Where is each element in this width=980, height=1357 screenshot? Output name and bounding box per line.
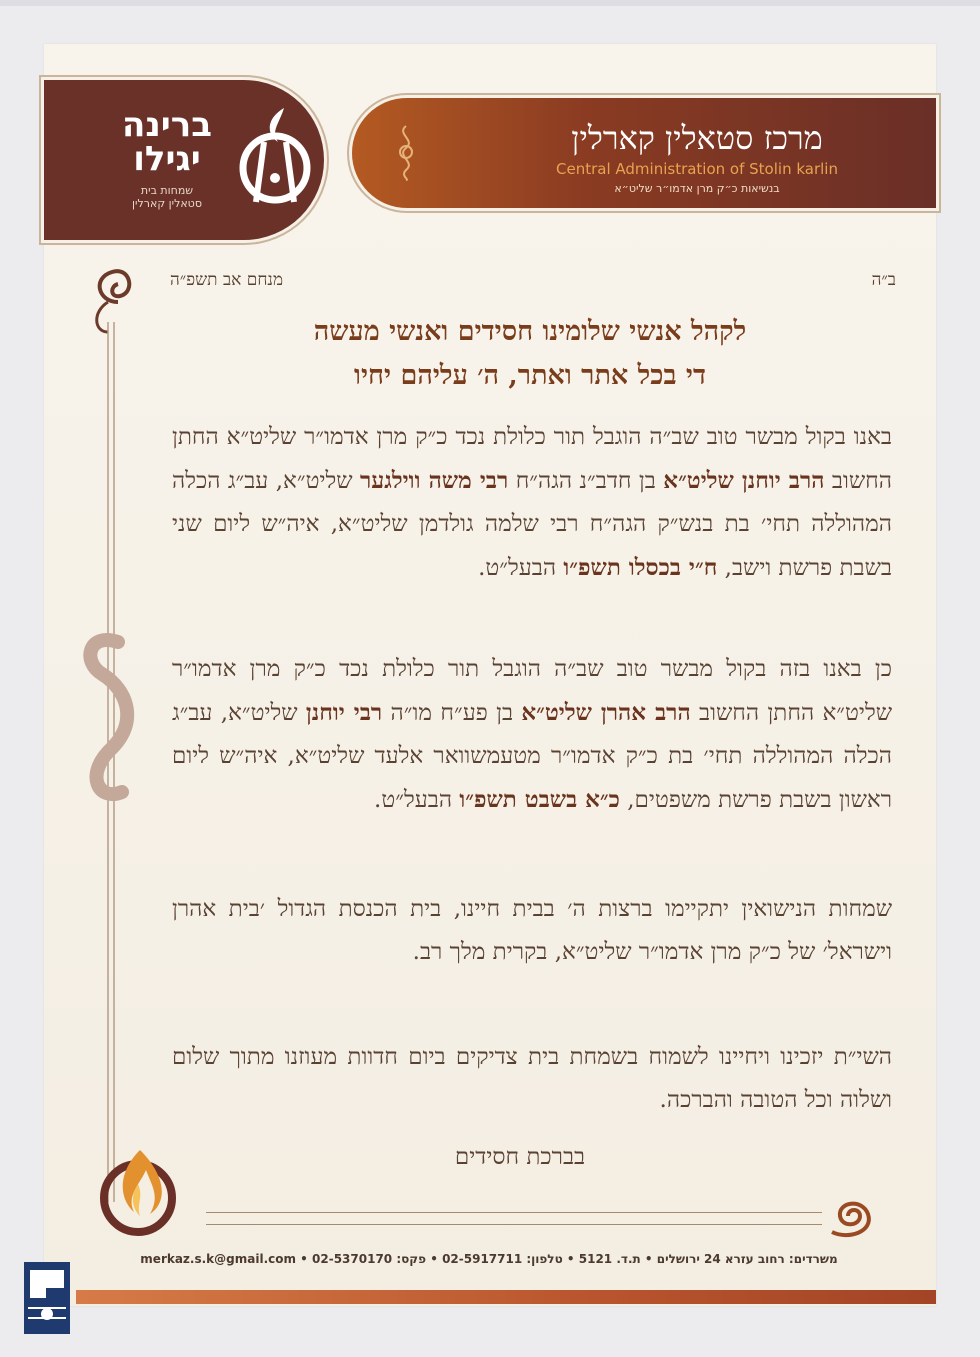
p1-text-a: באנו בקול מבשר טוב שב״ה הוגבל תור כלולת נכד כ״ק מרן אדמו״ר שליט״א החתן החשוב bbox=[172, 424, 893, 494]
p1-groom-name: הרב יוחנן שליט״א bbox=[663, 467, 825, 494]
p2-groom-father: רבי יוחנן bbox=[305, 699, 383, 726]
closing-blessing: בברכת חסידים bbox=[454, 1144, 586, 1170]
p2-wedding-date: כ״א בשבט תשפ״ו bbox=[459, 786, 620, 813]
letter-date: מנחם אב תשפ״ה bbox=[170, 270, 284, 290]
footer-rule-bottom bbox=[206, 1224, 822, 1225]
p2-text-e: הבעל״ט. bbox=[374, 787, 460, 813]
karlin-stolin-banner bbox=[352, 98, 936, 208]
p2-text-a: כן באנו בזה בקול מבשר טוב שב״ה הוגבל תור כלולת נכד כ״ק מרן אדמו״ר שליט״א החתן החשוב bbox=[172, 656, 893, 726]
logo-subtitle bbox=[92, 184, 242, 210]
p2-groom-name: הרב אהרן שליט״א bbox=[521, 699, 691, 726]
banner-title: מרכז סטאלין קארלין bbox=[571, 119, 823, 157]
publisher-corner-logo-icon bbox=[24, 1262, 70, 1334]
logo-subtitle-line1: שמחות בית bbox=[140, 184, 194, 197]
logo-subtitle-line2: סטאלין קארלין bbox=[132, 197, 202, 210]
heading-line1: לקהל אנשי שלומינו חסידים ואנשי מעשה bbox=[313, 316, 747, 347]
banner-english: Central Administration of Stolin karlin bbox=[556, 160, 838, 178]
p1-text-c: בן חדב״נ הגה״ח bbox=[508, 468, 664, 494]
paragraph-3: שמחות הנישואין יתקיימו ברצות ה׳ בבית חיינו, בית הכנסת הגדול ׳בית אהרן וישראל׳ של כ״ק מרן אדמו״ר שליט״א, בקרית מלך רב. bbox=[172, 896, 892, 965]
brina-yagilu-logo bbox=[44, 80, 324, 240]
logo-line1: ברינה bbox=[122, 105, 212, 145]
paragraph-4: השי״ת יזכינו ויחיינו לשמוח בשמחת בית צדיקים ביום חדוות מעוזנו מתוך שלום ושלוה וכל הטובה והברכה. bbox=[172, 1044, 892, 1113]
banner-subtitle: בנשיאות כ״ק מרן אדמו״ר שליט״א bbox=[614, 182, 780, 195]
flame-harp-icon bbox=[234, 102, 316, 212]
p1-wedding-date: ח״י בכסלו תשפ״ו bbox=[563, 554, 718, 581]
contact-footer: משרדים: רחוב עזרא 24 ירושלים • ת.ד. 5121 • טלפון: 02-5917711 • פקס: 02-5370170 • merkaz.s.k@gmail.com bbox=[140, 1252, 838, 1266]
paragraph-1 bbox=[172, 416, 892, 590]
paragraph-2 bbox=[172, 648, 892, 822]
page-top-strip bbox=[0, 0, 980, 6]
logo-line2: יגילו bbox=[133, 139, 201, 179]
flame-logo-icon bbox=[96, 1140, 180, 1236]
heading-line2: די בכל אתר ואתר, ה׳ עליהם יחיו bbox=[354, 360, 706, 391]
p2-text-c: בן פע״ח מו״ה bbox=[382, 700, 522, 726]
p1-text-d: שליט״א, עב״ג הכלה המהוללה תחי׳ בת בנש״ק הגה״ח רבי שלמה גולדמן שליט״א, איה״ש ליום שני בשבת פרשת וישב, bbox=[172, 468, 892, 581]
spiral-ornament-icon bbox=[818, 1186, 882, 1244]
footer-color-bar bbox=[76, 1290, 936, 1304]
p2-text-d: שליט״א, עב״ג הכלה המהוללה תחי׳ בת כ״ק אדמו״ר מטעמשוואר אלעד שליט״א, איה״ש ליום ראשון בשבת פרשת משפטים, bbox=[172, 700, 892, 813]
violin-ornament-icon bbox=[78, 262, 158, 1222]
p1-text-e: הבעל״ט. bbox=[478, 555, 564, 581]
swirl-ornament-icon bbox=[392, 122, 420, 182]
bh-abbrev: ב״ה bbox=[871, 270, 896, 290]
footer-rule-top bbox=[206, 1212, 822, 1213]
p1-groom-father: רבי משה ווילגער bbox=[359, 467, 509, 494]
